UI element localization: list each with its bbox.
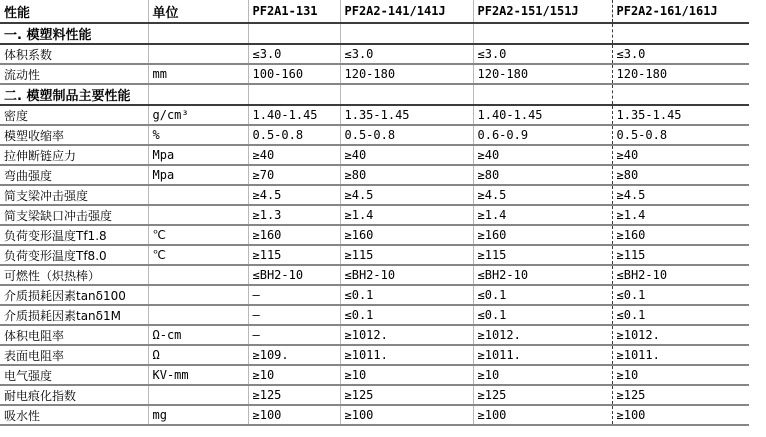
value-cell: 1.40-1.45 — [473, 105, 612, 125]
value-cell: ≥100 — [340, 405, 473, 425]
value-cell: ≥115 — [340, 245, 473, 265]
section-label: 二. 模塑制品主要性能 — [0, 84, 148, 105]
empty-cell — [148, 84, 248, 105]
unit-cell: Ω — [148, 345, 248, 365]
unit-cell: mm — [148, 64, 248, 84]
value-cell: ≥1.3 — [248, 205, 340, 225]
unit-cell: ℃ — [148, 225, 248, 245]
value-cell: ≥125 — [248, 385, 340, 405]
table-body — [0, 23, 749, 425]
value-cell: 100-160 — [248, 64, 340, 84]
value-cell: ≥40 — [340, 145, 473, 165]
value-cell: 120-180 — [473, 64, 612, 84]
unit-cell: ℃ — [148, 245, 248, 265]
value-cell: ≥1.4 — [612, 205, 749, 225]
unit-cell — [148, 185, 248, 205]
value-cell: ≥80 — [612, 165, 749, 185]
value-cell: ≥160 — [340, 225, 473, 245]
value-cell: ≥80 — [340, 165, 473, 185]
value-cell: ≥125 — [340, 385, 473, 405]
value-cell: ≥109. — [248, 345, 340, 365]
table-row — [0, 105, 749, 125]
value-cell: ≤BH2-10 — [248, 265, 340, 285]
value-cell: ≥10 — [612, 365, 749, 385]
value-cell: ≤0.1 — [473, 285, 612, 305]
value-cell: ≥125 — [473, 385, 612, 405]
table-row — [0, 265, 749, 285]
value-cell: ≥160 — [612, 225, 749, 245]
property-label-cell: 负荷变形温度Tf1.8 — [0, 225, 148, 245]
property-label-cell: 密度 — [0, 105, 148, 125]
property-label-cell: 介质损耗因素tanδ100 — [0, 285, 148, 305]
empty-cell — [473, 84, 612, 105]
value-cell: — — [248, 325, 340, 345]
empty-cell — [612, 84, 749, 105]
value-cell: ≤0.1 — [473, 305, 612, 325]
value-cell: ≥1011. — [473, 345, 612, 365]
header-cell: PF2A1-131 — [248, 0, 340, 23]
value-cell: ≥4.5 — [612, 185, 749, 205]
empty-cell — [148, 23, 248, 44]
value-cell: — — [248, 305, 340, 325]
property-label-cell: 可燃性（炽热棒） — [0, 265, 148, 285]
value-cell: 120-180 — [612, 64, 749, 84]
property-label-cell: 吸水性 — [0, 405, 148, 425]
value-cell: ≤3.0 — [340, 44, 473, 64]
table-row — [0, 64, 749, 84]
table-row — [0, 285, 749, 305]
empty-cell — [248, 23, 340, 44]
unit-cell — [148, 265, 248, 285]
value-cell: 0.5-0.8 — [248, 125, 340, 145]
unit-cell: % — [148, 125, 248, 145]
section-row — [0, 84, 749, 105]
value-cell: ≥4.5 — [248, 185, 340, 205]
value-cell: ≥1012. — [473, 325, 612, 345]
value-cell: ≥4.5 — [473, 185, 612, 205]
unit-cell — [148, 305, 248, 325]
unit-cell — [148, 385, 248, 405]
empty-cell — [473, 23, 612, 44]
value-cell: ≤0.1 — [612, 285, 749, 305]
value-cell: ≤BH2-10 — [340, 265, 473, 285]
value-cell: ≥1012. — [340, 325, 473, 345]
value-cell: ≥160 — [248, 225, 340, 245]
property-label-cell: 模塑收缩率 — [0, 125, 148, 145]
value-cell: ≥125 — [612, 385, 749, 405]
property-label-cell: 介质损耗因素tanδ1M — [0, 305, 148, 325]
empty-cell — [248, 84, 340, 105]
property-label-cell: 电气强度 — [0, 365, 148, 385]
value-cell: 120-180 — [340, 64, 473, 84]
value-cell: ≤0.1 — [612, 305, 749, 325]
property-label-cell: 拉伸断链应力 — [0, 145, 148, 165]
value-cell: ≥100 — [473, 405, 612, 425]
property-label-cell: 简支梁冲击强度 — [0, 185, 148, 205]
unit-cell — [148, 285, 248, 305]
value-cell: ≥70 — [248, 165, 340, 185]
value-cell: 0.6-0.9 — [473, 125, 612, 145]
unit-cell — [148, 44, 248, 64]
value-cell: ≥100 — [612, 405, 749, 425]
value-cell: ≥160 — [473, 225, 612, 245]
property-label-cell: 简支梁缺口冲击强度 — [0, 205, 148, 225]
value-cell: ≥115 — [248, 245, 340, 265]
value-cell: ≥40 — [248, 145, 340, 165]
header-cell: PF2A2-141/141J — [340, 0, 473, 23]
value-cell: ≥10 — [473, 365, 612, 385]
unit-cell: KV-mm — [148, 365, 248, 385]
table-row — [0, 365, 749, 385]
value-cell: ≥40 — [612, 145, 749, 165]
value-cell: ≥10 — [248, 365, 340, 385]
unit-cell: Mpa — [148, 145, 248, 165]
value-cell: ≥1.4 — [473, 205, 612, 225]
value-cell: ≤BH2-10 — [473, 265, 612, 285]
value-cell: ≤3.0 — [612, 44, 749, 64]
table-row — [0, 125, 749, 145]
table-row — [0, 345, 749, 365]
value-cell: 0.5-0.8 — [340, 125, 473, 145]
unit-cell: Ω-cm — [148, 325, 248, 345]
section-row — [0, 23, 749, 44]
value-cell: ≥40 — [473, 145, 612, 165]
table-row — [0, 44, 749, 64]
section-label: 一. 模塑料性能 — [0, 23, 148, 44]
property-label-cell: 体积电阻率 — [0, 325, 148, 345]
table-row — [0, 385, 749, 405]
value-cell: ≤0.1 — [340, 285, 473, 305]
empty-cell — [340, 84, 473, 105]
value-cell: 1.40-1.45 — [248, 105, 340, 125]
value-cell: ≤0.1 — [340, 305, 473, 325]
value-cell: ≥1.4 — [340, 205, 473, 225]
empty-cell — [340, 23, 473, 44]
header-cell: PF2A2-161/161J — [612, 0, 749, 23]
value-cell: ≥10 — [340, 365, 473, 385]
property-label-cell: 弯曲强度 — [0, 165, 148, 185]
value-cell: 1.35-1.45 — [340, 105, 473, 125]
value-cell: ≤3.0 — [473, 44, 612, 64]
value-cell: ≥1011. — [340, 345, 473, 365]
table-row — [0, 185, 749, 205]
unit-cell: g/cm³ — [148, 105, 248, 125]
value-cell: ≥4.5 — [340, 185, 473, 205]
property-label-cell: 流动性 — [0, 64, 148, 84]
table-row — [0, 145, 749, 165]
unit-cell: Mpa — [148, 165, 248, 185]
value-cell: ≤BH2-10 — [612, 265, 749, 285]
value-cell: ≥1011. — [612, 345, 749, 365]
unit-cell: mg — [148, 405, 248, 425]
header-cell: 单位 — [148, 0, 248, 23]
header-cell: PF2A2-151/151J — [473, 0, 612, 23]
table-row — [0, 165, 749, 185]
table-row — [0, 305, 749, 325]
value-cell: 0.5-0.8 — [612, 125, 749, 145]
value-cell: 1.35-1.45 — [612, 105, 749, 125]
property-label-cell: 体积系数 — [0, 44, 148, 64]
header-cell: 性能 — [0, 0, 148, 23]
header-row — [0, 0, 749, 23]
value-cell: — — [248, 285, 340, 305]
value-cell: ≥1012. — [612, 325, 749, 345]
table-row — [0, 225, 749, 245]
table-row — [0, 405, 749, 425]
unit-cell — [148, 205, 248, 225]
empty-cell — [612, 23, 749, 44]
table-row — [0, 325, 749, 345]
value-cell: ≥115 — [473, 245, 612, 265]
property-label-cell: 表面电阻率 — [0, 345, 148, 365]
property-label-cell: 耐电痕化指数 — [0, 385, 148, 405]
table-row — [0, 205, 749, 225]
value-cell: ≤3.0 — [248, 44, 340, 64]
table-row — [0, 245, 749, 265]
value-cell: ≥80 — [473, 165, 612, 185]
property-label-cell: 负荷变形温度Tf8.0 — [0, 245, 148, 265]
value-cell: ≥100 — [248, 405, 340, 425]
value-cell: ≥115 — [612, 245, 749, 265]
